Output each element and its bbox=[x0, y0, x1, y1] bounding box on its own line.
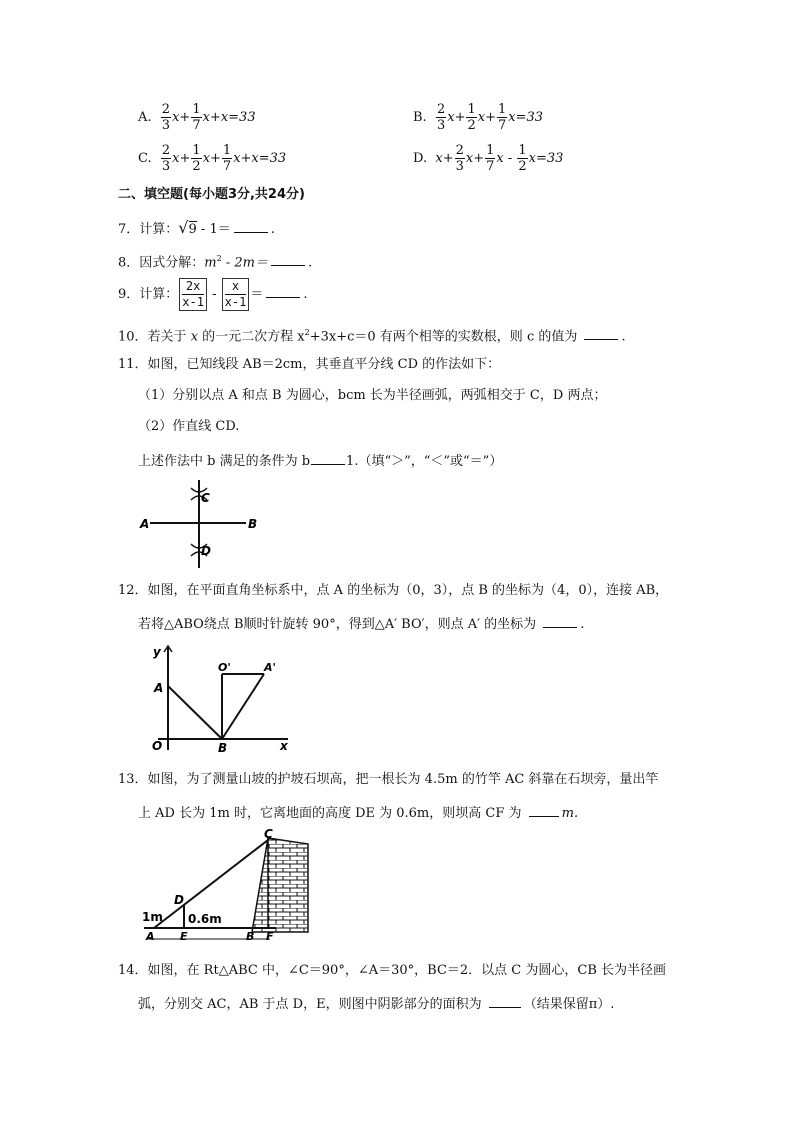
label-c: C bbox=[201, 491, 210, 505]
question-13: 13．如图，为了测量山坡的护坡石坝高，把一根长为 4.5m 的竹竿 AC 斜靠在石坝旁，量出竿 bbox=[118, 772, 659, 787]
section-title: 二、填空题(每小题3分,共24分) bbox=[118, 187, 305, 202]
answer-blank[interactable] bbox=[234, 218, 268, 233]
brick-dam bbox=[252, 838, 308, 932]
question-10: 10．若关于 x 的一元二次方程 $x^2+3x+c=0$ 有两个相等的实数根，则 c 的值为 . bbox=[118, 324, 626, 346]
label-e: E bbox=[180, 930, 188, 943]
fraction: $\frac{1}{7}$ bbox=[192, 102, 201, 133]
question-9: 9．计算： $\frac{2x}{x-1}$ - $\frac{x}{x-1}$ ＝ . bbox=[118, 279, 308, 309]
dam-slope-figure bbox=[140, 828, 310, 946]
label-b: B bbox=[218, 741, 228, 754]
label-d: D bbox=[201, 544, 211, 558]
segment-ba1 bbox=[222, 674, 264, 739]
question-7: 7．计算：√9 - 1＝ . bbox=[118, 218, 275, 237]
label-b: B bbox=[248, 517, 258, 531]
label-0-6m: 0.6m bbox=[188, 912, 222, 926]
answer-blank[interactable] bbox=[271, 251, 305, 266]
answer-blank[interactable] bbox=[489, 993, 521, 1008]
question-12-line2: 若将△ABO绕点 B顺时针旋转 90°，得到△A′ BO′，则点 A′ 的坐标为 . bbox=[138, 613, 584, 634]
label-y: y bbox=[153, 645, 161, 659]
option-b: B. $\frac{2}{3}$ x+ $\frac{1}{2}$ x+ $\frac{1}{7}$ x=33 bbox=[413, 102, 544, 133]
label-a: A bbox=[140, 517, 150, 531]
question-8: 8．因式分解：$m^2 - 2m=$ . bbox=[118, 250, 312, 272]
step-1: （1）分别以点 A 和点 B 为圆心，bcm 长为半径画弧，两弧相交于 C，D 两点； bbox=[138, 388, 607, 403]
segment-ab bbox=[168, 686, 222, 739]
question-14-line2: 弧，分别交 AC，AB 于点 D，E，则图中阴影部分的面积为 （结果保留π）. bbox=[138, 993, 614, 1014]
label-b: B bbox=[246, 930, 255, 943]
label-d: D bbox=[174, 893, 184, 907]
condition-line: 上述作法中 b 满足的条件为 b 1.（填“＞”，“＜”或“＝”） bbox=[138, 450, 502, 471]
question-11: 11．如图，已知线段 AB＝2cm，其垂直平分线 CD 的作法如下： bbox=[118, 357, 501, 372]
option-a: A. $\frac{2}{3}$ x+ $\frac{1}{7}$ x+x=33 bbox=[138, 102, 256, 133]
answer-blank[interactable] bbox=[543, 613, 577, 628]
label-c: C bbox=[264, 828, 273, 841]
fraction: $\frac{2}{3}$ bbox=[161, 102, 171, 133]
label-1m: 1m bbox=[142, 910, 163, 924]
option-c: C. $\frac{2}{3}$ x+ $\frac{1}{2}$ x+ $\frac{1}{7}$ x+x=33 bbox=[138, 143, 287, 174]
label-a: A bbox=[146, 930, 155, 943]
answer-blank[interactable] bbox=[584, 325, 618, 340]
perpendicular-bisector-figure bbox=[138, 476, 268, 570]
answer-blank[interactable] bbox=[311, 450, 345, 465]
question-14: 14．如图，在 Rt△ABC 中，∠C＝90°，∠A＝30°，BC＝2．以点 C 为圆心，CB 长为半径画 bbox=[118, 963, 667, 978]
question-12: 12．如图，在平面直角坐标系中，点 A 的坐标为（0，3），点 B 的坐标为（4，0），连接 AB， bbox=[118, 583, 669, 598]
label-o-prime: O' bbox=[218, 661, 231, 674]
label-o: O bbox=[152, 739, 163, 753]
label-a-prime: A' bbox=[264, 661, 276, 674]
option-d: D. x+ $\frac{2}{3}$ x+ $\frac{1}{7}$ x - $\frac{1}{2}$ x=33 bbox=[413, 143, 564, 174]
label-a: A bbox=[154, 681, 164, 695]
sqrt-symbol: √ bbox=[178, 218, 189, 237]
label-x: x bbox=[280, 739, 288, 753]
coordinate-rotation-figure bbox=[148, 642, 294, 754]
label-f: F bbox=[266, 930, 274, 943]
step-2: （2）作直线 CD. bbox=[138, 419, 240, 434]
answer-blank[interactable] bbox=[266, 283, 300, 298]
answer-blank[interactable] bbox=[529, 802, 559, 817]
question-13-line2: 上 AD 长为 1m 时，它离地面的高度 DE 为 0.6m，则坝高 CF 为 m. bbox=[138, 802, 578, 823]
